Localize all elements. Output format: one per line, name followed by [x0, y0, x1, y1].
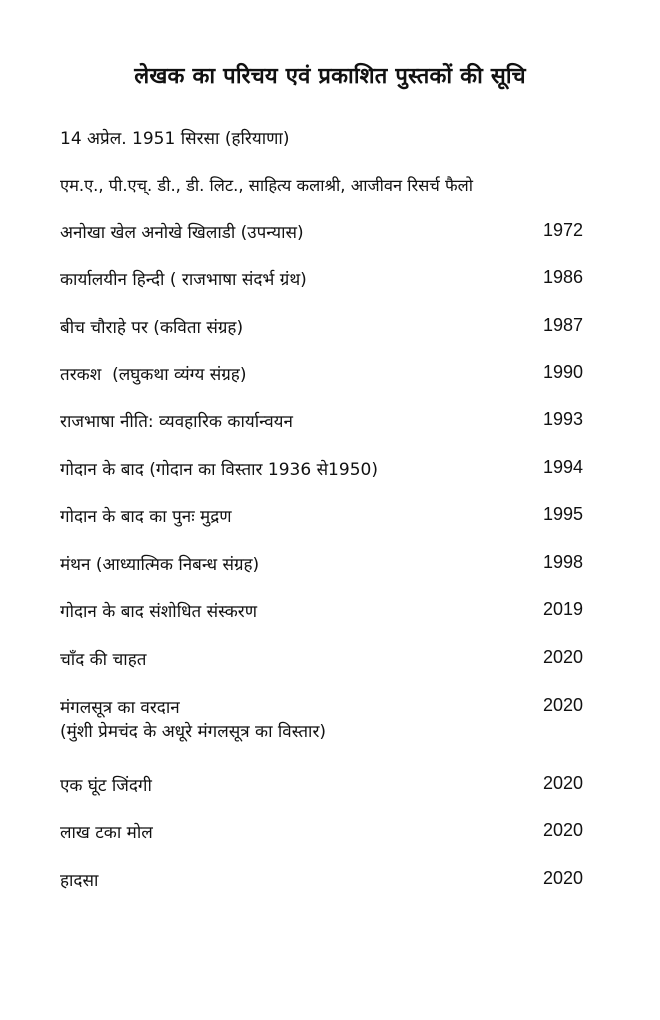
- book-year: 1972: [542, 220, 583, 240]
- book-year: 2020: [542, 695, 583, 715]
- book-title: मंथन (आध्यात्मिक निबन्ध संग्रह): [60, 555, 260, 575]
- book-year: 1990: [542, 362, 583, 382]
- book-title: चाँद की चाहत: [60, 650, 147, 670]
- book-title: बीच चौराहे पर (कविता संग्रह): [60, 318, 244, 338]
- book-year: 1993: [542, 409, 583, 429]
- book-title: एक घूंट जिंदगी: [60, 776, 152, 796]
- book-title: हादसा: [60, 871, 99, 891]
- page-title: लेखक का परिचय एवं प्रकाशित पुस्तकों की सूचि: [134, 64, 526, 89]
- book-year: 1994: [542, 457, 583, 477]
- book-year: 2020: [542, 820, 583, 840]
- book-year: 2020: [542, 773, 583, 793]
- book-year: 1986: [542, 267, 583, 287]
- book-title: अनोखा खेल अनोखे खिलाडी (उपन्यास): [60, 223, 304, 243]
- book-title: गोदान के बाद (गोदान का विस्तार 1936 से1950): [60, 460, 378, 480]
- book-year: 1995: [542, 504, 583, 524]
- book-subtitle: (मुंशी प्रेमचंद के अधूरे मंगलसूत्र का विस्तार): [60, 722, 327, 742]
- book-title: कार्यालयीन हिन्दी ( राजभाषा संदर्भ ग्रंथ): [60, 270, 307, 290]
- author-qualifications: एम.ए., पी.एच्. डी., डी. लिट., साहित्य कलाश्री, आजीवन रिसर्च फैलो: [60, 176, 473, 195]
- book-title: गोदान के बाद संशोधित संस्करण: [60, 602, 258, 622]
- author-birth-info: 14 अप्रेल. 1951 सिरसा (हरियाणा): [60, 129, 290, 149]
- book-year: 2020: [542, 868, 583, 888]
- book-title: राजभाषा नीति: व्यवहारिक कार्यान्वयन: [60, 412, 293, 432]
- book-title: मंगलसूत्र का वरदान: [60, 698, 180, 718]
- book-year: 1998: [542, 552, 583, 572]
- book-title: लाख टका मोल: [60, 823, 153, 843]
- book-title: तरकश (लघुकथा व्यंग्य संग्रह): [60, 365, 247, 385]
- book-year: 2020: [542, 647, 583, 667]
- book-year: 2019: [542, 599, 583, 619]
- book-year: 1987: [542, 315, 583, 335]
- book-title: गोदान के बाद का पुनः मुद्रण: [60, 507, 232, 527]
